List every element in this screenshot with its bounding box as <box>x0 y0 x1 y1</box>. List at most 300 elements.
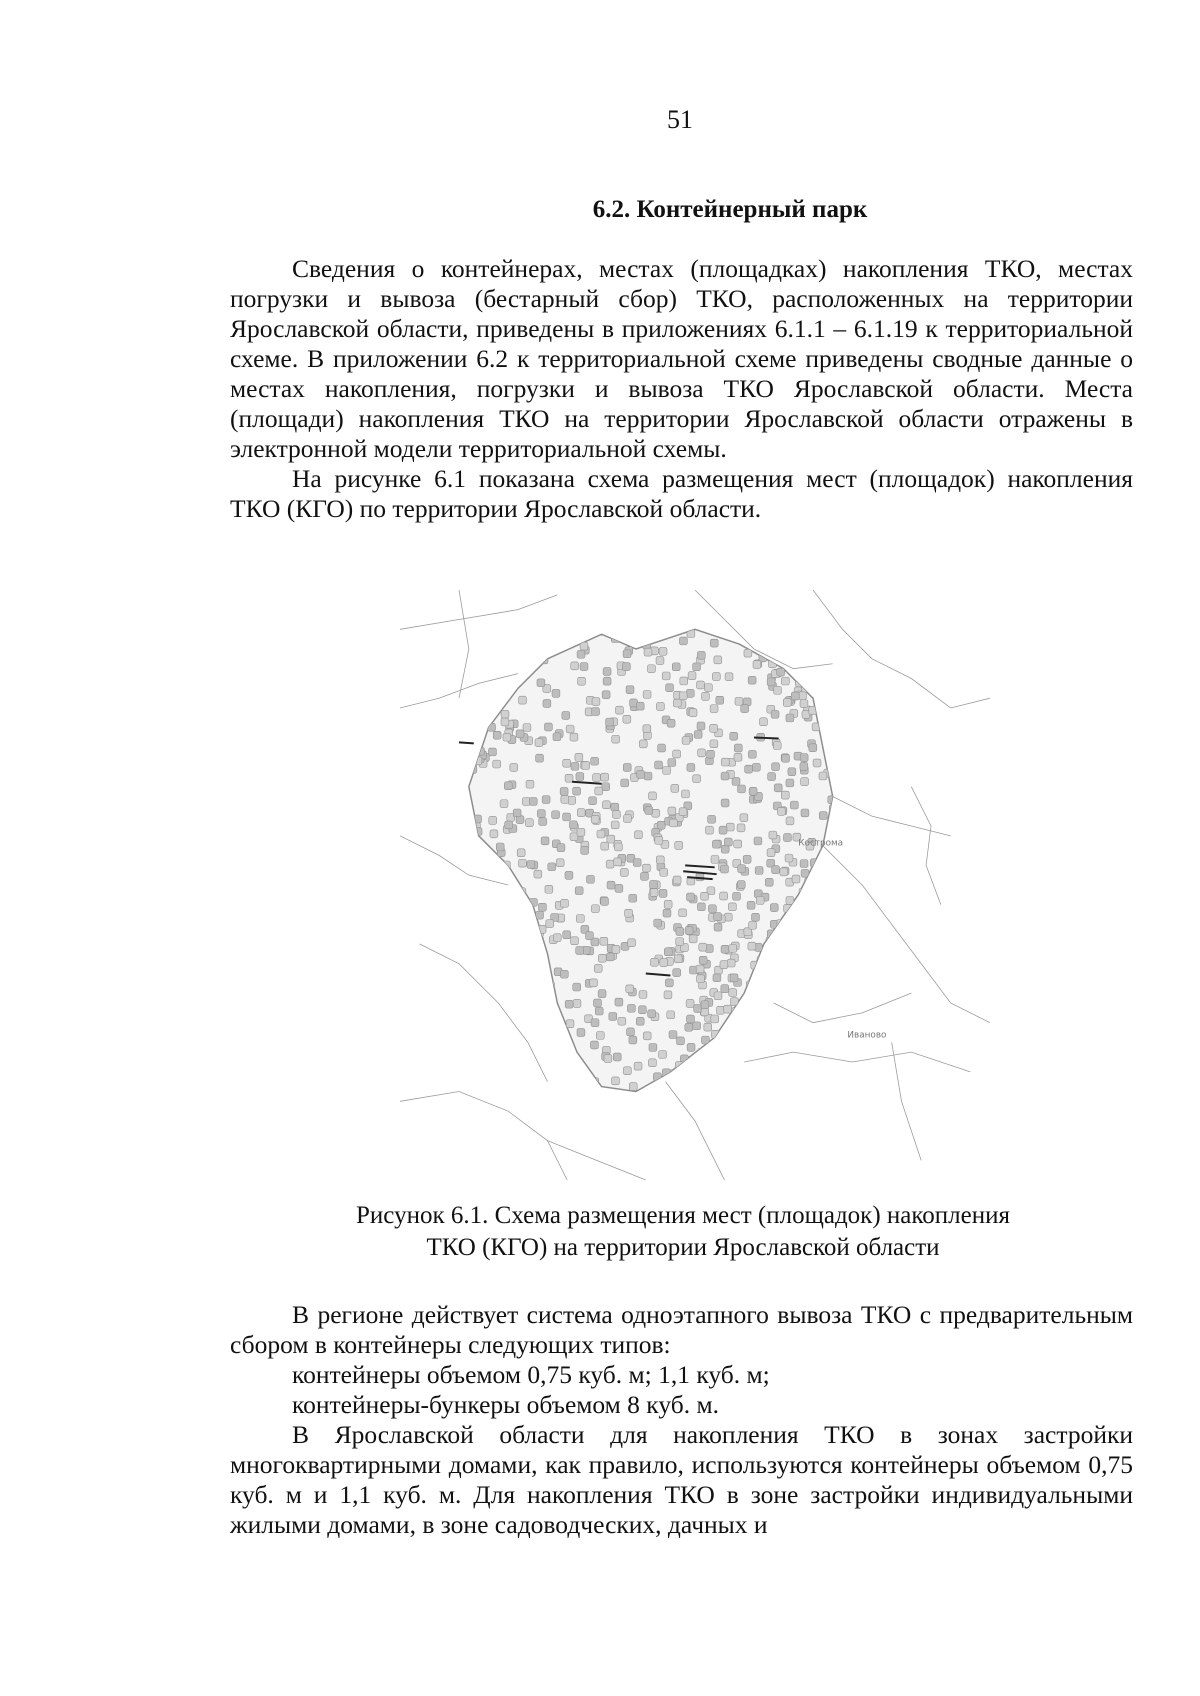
container-site-marker <box>834 678 842 686</box>
container-site-marker <box>687 893 695 901</box>
container-site-marker <box>771 710 779 718</box>
container-site-marker <box>523 658 531 666</box>
container-site-marker <box>543 1069 551 1077</box>
container-site-marker <box>520 985 528 993</box>
container-site-marker <box>614 843 622 851</box>
container-site-marker <box>785 854 793 862</box>
container-site-marker <box>547 1006 555 1014</box>
container-site-marker <box>548 1052 556 1060</box>
container-site-marker <box>668 807 676 815</box>
container-site-marker <box>812 625 820 633</box>
container-site-marker <box>611 803 619 811</box>
container-site-marker <box>659 889 667 897</box>
container-site-marker <box>687 1015 695 1023</box>
container-site-marker <box>725 673 733 681</box>
container-site-marker <box>475 1021 483 1029</box>
container-site-marker <box>770 947 778 955</box>
container-site-marker <box>641 872 649 880</box>
container-site-marker <box>525 1024 533 1032</box>
container-site-marker <box>831 951 839 959</box>
container-site-marker <box>644 772 652 780</box>
container-site-marker <box>544 632 552 640</box>
container-site-marker <box>777 644 785 652</box>
container-site-marker <box>542 796 550 804</box>
container-site-marker <box>680 1072 688 1080</box>
container-site-marker <box>799 929 807 937</box>
container-site-marker <box>575 753 583 761</box>
collection-system-paragraph: В регионе действует система одноэтапного вывоза ТКО с предварительным сбором в контейнеры следующих типов: <box>230 1300 1133 1359</box>
container-site-marker <box>747 901 755 909</box>
container-site-marker <box>557 844 565 852</box>
container-site-marker <box>807 1029 815 1037</box>
container-usage-paragraph: В Ярославской области для накопления ТКО в зонах застройки многоквартирными домами, как правило, используются контейнеры объемом 0,75 куб. м и 1,1 куб. м. Для накопления ТКО в зоне застройки индивидуальными жилыми домами, в зоне садоводческих, дачных и <box>230 1420 1133 1539</box>
container-site-marker <box>503 641 511 649</box>
container-site-marker <box>730 1087 738 1095</box>
container-site-marker <box>673 699 681 707</box>
container-site-marker <box>618 1017 626 1025</box>
container-site-marker <box>578 677 586 685</box>
container-site-marker <box>575 887 583 895</box>
container-site-marker <box>840 715 848 723</box>
intro-text <box>230 254 1133 524</box>
container-site-marker <box>552 1025 560 1033</box>
container-site-marker <box>729 944 737 952</box>
container-site-marker <box>673 876 681 884</box>
container-site-marker <box>710 740 718 748</box>
container-site-marker <box>827 1046 835 1054</box>
container-site-marker <box>791 1054 799 1062</box>
container-site-marker <box>501 710 509 718</box>
container-site-marker <box>819 951 827 959</box>
container-site-marker <box>816 1096 824 1104</box>
container-site-marker <box>551 1078 559 1086</box>
container-site-marker <box>841 950 849 958</box>
container-site-marker <box>811 943 819 951</box>
container-site-marker <box>616 706 624 714</box>
container-site-marker <box>800 987 808 995</box>
container-site-marker <box>741 705 749 713</box>
container-site-marker <box>489 748 497 756</box>
container-site-marker <box>460 1019 468 1027</box>
container-site-marker <box>478 1035 486 1043</box>
container-site-marker <box>752 913 760 921</box>
container-site-marker <box>714 656 722 664</box>
container-site-marker <box>767 678 775 686</box>
container-site-marker <box>755 867 763 875</box>
container-site-marker <box>501 718 509 726</box>
container-site-marker <box>770 904 778 912</box>
container-site-marker <box>627 1004 635 1012</box>
container-site-marker <box>540 656 548 664</box>
container-site-marker <box>587 875 595 883</box>
container-site-marker <box>823 1075 831 1083</box>
container-site-marker <box>788 768 796 776</box>
container-site-marker <box>577 1029 585 1037</box>
container-site-marker <box>491 900 499 908</box>
container-site-marker <box>520 973 528 981</box>
container-site-marker <box>591 1019 599 1027</box>
container-site-marker <box>530 643 538 651</box>
container-site-marker <box>546 920 554 928</box>
container-site-marker <box>490 1062 498 1070</box>
container-site-marker <box>514 1037 522 1045</box>
container-site-marker <box>520 1005 528 1013</box>
container-site-marker <box>601 897 609 905</box>
container-site-marker <box>504 782 512 790</box>
container-site-marker <box>774 686 782 694</box>
container-site-marker <box>654 919 662 927</box>
container-site-marker <box>835 960 843 968</box>
container-site-marker <box>685 927 693 935</box>
container-site-marker <box>593 774 601 782</box>
container-site-marker <box>459 1059 467 1067</box>
container-site-marker <box>460 811 468 819</box>
container-site-marker <box>518 649 526 657</box>
container-site-marker <box>606 860 614 868</box>
container-site-marker <box>748 942 756 950</box>
container-site-marker <box>513 983 521 991</box>
container-site-marker <box>665 979 673 987</box>
container-site-marker <box>802 685 810 693</box>
container-site-marker <box>650 881 658 889</box>
container-site-marker <box>680 677 688 685</box>
container-site-marker <box>813 949 821 957</box>
container-site-marker <box>472 838 480 846</box>
container-site-marker <box>830 1043 838 1051</box>
container-site-marker <box>643 1032 651 1040</box>
container-site-marker <box>504 915 512 923</box>
container-site-marker <box>728 903 736 911</box>
container-site-marker <box>536 754 544 762</box>
container-site-marker <box>614 858 622 866</box>
container-site-marker <box>738 1002 746 1010</box>
container-site-marker <box>623 764 631 772</box>
container-site-marker <box>687 764 695 772</box>
container-site-marker <box>700 1073 708 1081</box>
container-site-marker <box>806 980 814 988</box>
container-site-marker <box>635 831 643 839</box>
container-site-marker <box>836 1007 844 1015</box>
container-site-marker <box>561 899 569 907</box>
container-site-marker <box>528 931 536 939</box>
container-site-marker <box>782 947 790 955</box>
container-site-marker <box>698 1048 706 1056</box>
container-site-marker <box>650 889 658 897</box>
container-site-marker <box>612 735 620 743</box>
container-site-marker <box>571 937 579 945</box>
container-site-marker <box>542 643 550 651</box>
container-site-marker <box>763 951 771 959</box>
container-site-marker <box>834 1023 842 1031</box>
container-site-marker <box>566 1020 574 1028</box>
container-site-marker <box>792 875 800 883</box>
container-site-marker <box>788 940 796 948</box>
container-site-marker <box>500 664 508 672</box>
container-site-marker <box>591 757 599 765</box>
container-site-marker <box>841 720 849 728</box>
container-site-marker <box>638 1006 646 1014</box>
container-site-marker <box>540 969 548 977</box>
container-site-marker <box>602 691 610 699</box>
container-site-marker <box>537 679 545 687</box>
container-site-marker <box>743 855 751 863</box>
container-site-marker <box>786 714 794 722</box>
container-site-marker <box>821 972 829 980</box>
container-site-marker <box>576 947 584 955</box>
container-site-marker <box>780 868 788 876</box>
container-site-marker <box>701 892 709 900</box>
container-site-marker <box>462 728 470 736</box>
container-site-marker <box>725 1061 733 1069</box>
container-site-marker <box>488 989 496 997</box>
container-site-marker <box>800 940 808 948</box>
container-site-marker <box>777 668 785 676</box>
container-site-marker <box>612 811 620 819</box>
container-site-marker <box>547 627 555 635</box>
container-site-marker <box>569 821 577 829</box>
container-site-marker <box>813 1000 821 1008</box>
container-site-marker <box>573 999 581 1007</box>
container-site-marker <box>801 778 809 786</box>
container-site-marker <box>749 787 757 795</box>
container-site-marker <box>786 817 794 825</box>
container-site-marker <box>663 909 671 917</box>
container-site-marker <box>548 863 556 871</box>
container-site-marker <box>500 897 508 905</box>
container-site-marker <box>734 744 742 752</box>
container-site-marker <box>465 889 473 897</box>
container-site-marker <box>724 1005 732 1013</box>
container-site-marker <box>520 900 528 908</box>
container-site-marker <box>694 1005 702 1013</box>
container-site-marker <box>757 636 765 644</box>
container-site-marker <box>623 650 631 658</box>
container-site-marker <box>566 630 574 638</box>
container-site-marker <box>530 1031 538 1039</box>
container-site-marker <box>717 1040 725 1048</box>
container-site-marker <box>766 1012 774 1020</box>
container-site-marker <box>563 759 571 767</box>
container-site-marker <box>517 849 525 857</box>
container-site-marker <box>682 790 690 798</box>
container-site-marker <box>519 696 527 704</box>
page-number: 51 <box>667 105 693 134</box>
container-site-marker <box>795 679 803 687</box>
container-site-marker <box>537 966 545 974</box>
container-site-marker <box>503 685 511 693</box>
container-site-marker <box>656 703 664 711</box>
container-site-marker <box>650 958 658 966</box>
container-site-marker <box>664 900 672 908</box>
container-site-marker <box>768 773 776 781</box>
container-site-marker <box>477 1016 485 1024</box>
container-site-marker <box>714 913 722 921</box>
container-site-marker <box>791 947 799 955</box>
container-site-marker <box>602 783 610 791</box>
container-site-marker <box>798 1045 806 1053</box>
container-site-marker <box>821 1024 829 1032</box>
container-site-marker <box>648 1010 656 1018</box>
container-site-marker <box>607 881 615 889</box>
container-site-marker <box>627 1028 635 1036</box>
container-site-marker <box>571 762 579 770</box>
container-site-marker <box>743 634 751 642</box>
container-site-marker <box>754 837 762 845</box>
container-site-marker <box>573 1095 581 1103</box>
container-site-marker <box>586 932 594 940</box>
container-site-marker <box>598 990 606 998</box>
container-site-marker <box>648 1059 656 1067</box>
container-site-marker <box>534 635 542 643</box>
container-site-marker <box>706 826 714 834</box>
container-site-marker <box>485 636 493 644</box>
container-site-marker <box>774 1077 782 1085</box>
container-site-marker <box>595 787 603 795</box>
container-site-marker <box>696 965 704 973</box>
container-site-marker <box>623 715 631 723</box>
container-site-marker <box>472 913 480 921</box>
container-site-marker <box>728 1032 736 1040</box>
container-site-marker <box>489 944 497 952</box>
container-site-marker <box>807 984 815 992</box>
container-site-marker <box>537 810 545 818</box>
container-site-marker <box>611 821 619 829</box>
container-site-marker <box>710 639 718 647</box>
container-site-marker <box>679 808 687 816</box>
container-site-marker <box>717 1006 725 1014</box>
container-site-marker <box>543 1000 551 1008</box>
container-site-marker <box>669 819 677 827</box>
container-site-marker <box>565 1000 573 1008</box>
container-site-marker <box>697 903 705 911</box>
container-site-marker <box>638 625 646 633</box>
container-site-marker <box>563 813 571 821</box>
container-site-marker <box>734 1087 742 1095</box>
container-site-marker <box>772 866 780 874</box>
container-site-marker <box>704 684 712 692</box>
container-site-marker <box>615 998 623 1006</box>
container-site-marker <box>726 1063 734 1071</box>
container-site-marker <box>557 1062 565 1070</box>
container-site-marker <box>519 920 527 928</box>
container-site-marker <box>800 754 808 762</box>
container-site-marker <box>573 787 581 795</box>
container-site-marker <box>721 845 729 853</box>
container-site-marker <box>738 1090 746 1098</box>
container-site-marker <box>707 750 715 758</box>
container-site-marker <box>819 772 827 780</box>
container-site-marker <box>590 1041 598 1049</box>
container-site-marker <box>835 665 843 673</box>
container-type-item: контейнеры объемом 0,75 куб. м; 1,1 куб. м; <box>292 1360 770 1389</box>
container-site-marker <box>666 684 674 692</box>
container-site-marker <box>687 1043 695 1051</box>
container-site-marker <box>825 659 833 667</box>
container-site-marker <box>591 905 599 913</box>
container-site-marker <box>606 953 614 961</box>
container-site-marker <box>742 1075 750 1083</box>
container-site-marker <box>520 986 528 994</box>
container-site-marker <box>552 689 560 697</box>
container-site-marker <box>499 1057 507 1065</box>
container-site-marker <box>524 661 532 669</box>
container-site-marker <box>688 672 696 680</box>
container-site-marker <box>664 948 672 956</box>
container-site-marker <box>570 733 578 741</box>
container-site-marker <box>756 897 764 905</box>
container-site-marker <box>667 1011 675 1019</box>
container-site-marker <box>749 1012 757 1020</box>
container-site-marker <box>785 1066 793 1074</box>
container-site-marker <box>724 838 732 846</box>
container-site-marker <box>648 665 656 673</box>
container-site-marker <box>639 740 647 748</box>
container-site-marker <box>601 773 609 781</box>
container-site-marker <box>475 1012 483 1020</box>
container-site-marker <box>836 720 844 728</box>
container-site-marker <box>821 1082 829 1090</box>
container-site-marker <box>644 648 652 656</box>
container-site-marker <box>517 1061 525 1069</box>
container-site-marker <box>697 651 705 659</box>
container-site-marker <box>697 722 705 730</box>
container-site-marker <box>660 959 668 967</box>
container-site-marker <box>656 856 664 864</box>
container-site-marker <box>825 883 833 891</box>
container-site-marker <box>797 915 805 923</box>
container-site-marker <box>836 783 844 791</box>
container-site-marker <box>802 1057 810 1065</box>
container-site-marker <box>479 903 487 911</box>
container-site-marker <box>722 1047 730 1055</box>
container-site-marker <box>826 1037 834 1045</box>
container-site-marker <box>498 872 506 880</box>
container-site-marker <box>633 859 641 867</box>
container-site-marker <box>811 970 819 978</box>
container-site-marker <box>797 968 805 976</box>
container-site-marker <box>659 648 667 656</box>
container-site-marker <box>691 1071 699 1079</box>
container-site-marker <box>773 742 781 750</box>
container-site-marker <box>562 712 570 720</box>
container-site-marker <box>526 780 534 788</box>
container-site-marker <box>536 1032 544 1040</box>
container-site-marker <box>784 640 792 648</box>
container-site-marker <box>580 663 588 671</box>
container-site-marker <box>672 663 680 671</box>
container-site-marker <box>492 646 500 654</box>
container-site-marker <box>742 1005 750 1013</box>
container-site-marker <box>537 994 545 1002</box>
container-site-marker <box>474 1050 482 1058</box>
container-site-marker <box>525 981 533 989</box>
container-site-marker <box>536 640 544 648</box>
container-site-marker <box>628 939 636 947</box>
container-site-marker <box>634 1062 642 1070</box>
container-site-marker <box>801 809 809 817</box>
container-site-marker <box>591 815 599 823</box>
container-site-marker <box>487 913 495 921</box>
container-site-marker <box>598 954 606 962</box>
container-site-marker <box>685 1023 693 1031</box>
container-site-marker <box>800 860 808 868</box>
container-site-marker <box>832 973 840 981</box>
container-site-marker <box>789 1056 797 1064</box>
container-site-marker <box>467 1055 475 1063</box>
container-site-marker <box>809 1028 817 1036</box>
container-site-marker <box>467 731 475 739</box>
container-site-marker <box>505 821 513 829</box>
